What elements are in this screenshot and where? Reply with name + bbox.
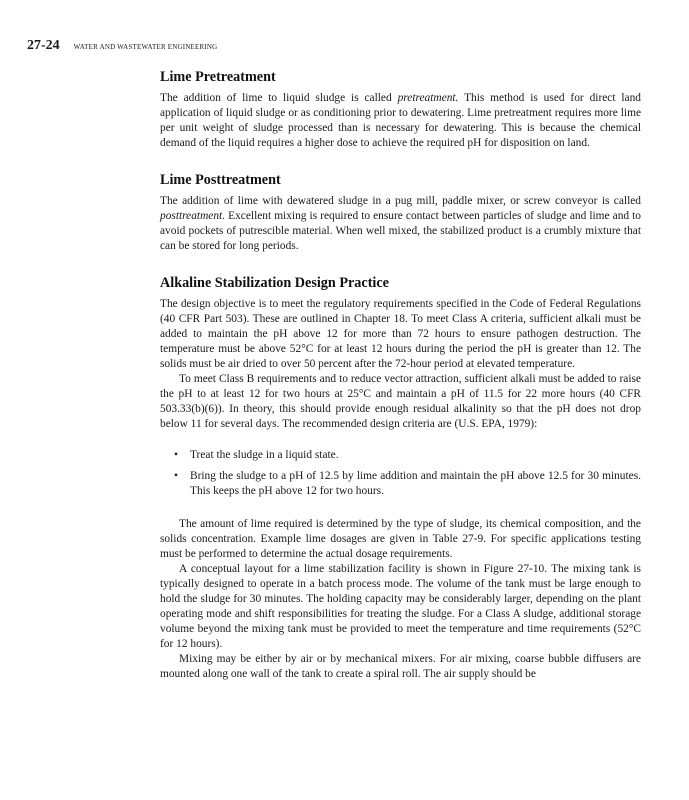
section-heading: Lime Pretreatment (160, 69, 276, 85)
section-lime-pretreatment (160, 68, 641, 151)
page-content (160, 68, 641, 682)
section-lime-posttreatment (160, 171, 641, 254)
paragraph: The design objective is to meet the regulatory requirements specified in the Code of Federal Regulations (40 CFR Part 503). These are outlined in Chapter 18. To meet Class A criteria, sufficient alkali must be added to maintain the pH above 12 for more than 72 hours to ensure pathogen destruction. The temperature must be above 52°C for at least 12 hours during the period the pH is greater than 12. The solids must be air dried to over 50 percent after the 72-hour period at elevated temperature. (160, 298, 641, 370)
section-heading: Lime Posttreatment (160, 172, 281, 188)
italic-term: pretreatment. (397, 92, 459, 104)
running-head (27, 38, 217, 54)
paragraph: The amount of lime required is determined by the type of sludge, its chemical composition, and the solids concentration. Example lime dosages are given in Table 27-9. For specific applications testing must be performed to determine the actual dosage requirements. (160, 518, 641, 560)
bullet-icon: • (174, 470, 178, 482)
paragraph: The addition of lime with dewatered sludge in a pug mill, paddle mixer, or screw conveyor is called posttreatment. Excellent mixing is required to ensure contact between particles of sludge and lime and to avoid pockets of putrescible material. When well mixed, the stabilized product is a crumbly mixture that can be stored for long periods. (160, 195, 641, 252)
italic-term: posttreatment. (160, 210, 226, 222)
bullet-list (170, 448, 641, 499)
paragraph: Mixing may be either by air or by mechanical mixers. For air mixing, coarse bubble diffusers are mounted along one wall of the tank to create a spiral roll. The air supply should be (160, 653, 641, 680)
paragraph: To meet Class B requirements and to reduce vector attraction, sufficient alkali must be added to raise the pH to at least 12 for two hours at 25°C and maintain a pH of 11.5 for 22 more hours (40 CFR 503.33(b)(6)). In theory, this should provide enough residual alkalinity so that the pH does not drop below 11 for several days. The recommended design criteria are (U.S. EPA, 1979): (160, 373, 641, 430)
list-item: • Bring the sludge to a pH of 12.5 by lime addition and maintain the pH above 12.5 for 30 minutes. This keeps the pH above 12 for two hours. (174, 470, 641, 497)
list-item: • Treat the sludge in a liquid state. (174, 449, 339, 461)
running-title: WATER AND WASTEWATER ENGINEERING (73, 43, 218, 51)
section-heading: Alkaline Stabilization Design Practice (160, 275, 389, 291)
section-alkaline-stabilization (160, 274, 641, 682)
paragraph: A conceptual layout for a lime stabilization facility is shown in Figure 27-10. The mixing tank is typically designed to operate in a batch process mode. The volume of the tank must be large enough to hold the sludge for 30 minutes. The holding capacity may be considerably larger, depending on the plant operating mode and shift responsibilities for treating the sludge. For a Class A sludge, additional storage volume beyond the mixing tank must be provided to meet the temperature and time requirements (52°C for 12 hours). (160, 563, 641, 650)
paragraph: The addition of lime to liquid sludge is called pretreatment. This method is used for direct land application of liquid sludge or as conditioning prior to dewatering. Lime pretreatment requires more lime per unit weight of sludge processed than is necessary for dewatering. This is because the chemical demand of the liquid requires a higher dose to achieve the required pH for disposition on land. (160, 92, 641, 149)
page-number: 27-24 (27, 38, 60, 53)
bullet-icon: • (174, 449, 178, 461)
